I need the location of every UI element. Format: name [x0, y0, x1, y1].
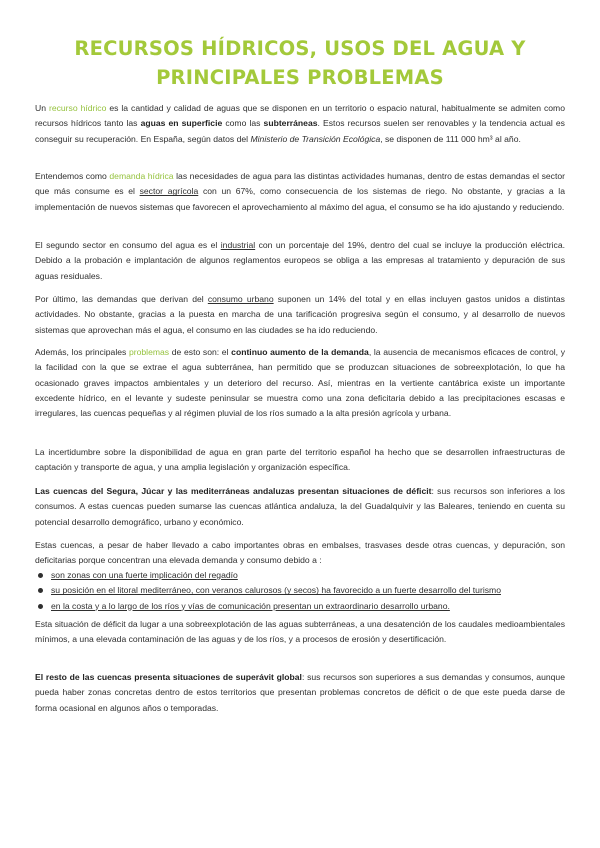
- list-item: en la costa y a lo largo de los ríos y vías de comunicación presentan un extraordinario desarrollo urbano.: [35, 599, 565, 614]
- paragraph-recurso-hidrico: Un recurso hídrico es la cantidad y calidad de aguas que se disponen en un territorio o espacio natural, habitualmente se admiten como recursos hídricos tanto las aguas en superficie como las subterráneas. Estos recursos suelen ser renovables y la tendencia actual es conseguir su recuperación. En España, según datos del Ministerio de Transición Ecológica, se disponen de 111 000 hm³ al año.: [35, 103, 565, 144]
- paragraph-cuencas-deficit: Las cuencas del Segura, Júcar y las mediterráneas andaluzas presentan situaciones de déficit: sus recursos son inferiores a los consumos. A estas cuencas pueden sumarse las cuencas atlántica andaluza, la del Guadalquivir y las Baleares, teniendo en cuenta su potencial desarrollo demográfico, urbano y económico.: [35, 486, 565, 527]
- paragraph-cuencas-superavit: El resto de las cuencas presenta situaciones de superávit global: sus recursos son superiores a sus demandas y consumos, aunque pueda haber zonas concretas dentro de estos territorios que presentan problemas concretos de déficit o de que este pueda darse de forma ocasional en algunos años o temporadas.: [35, 672, 565, 713]
- list-item: su posición en el litoral mediterráneo, con veranos calurosos (y secos) ha favorecido a un fuerte desarrollo del turismo: [35, 583, 565, 598]
- list-item: son zonas con una fuerte implicación del regadío: [35, 568, 565, 583]
- bullet-icon: [38, 588, 43, 593]
- paragraph-sector-industrial: El segundo sector en consumo del agua es el industrial con un porcentaje del 19%, dentro del cual se incluye la producción eléctrica. Debido a la probación e implantación de algunos reglamentos europeos se obliga a las empresas al tratamiento y depuración de sus aguas residuales.: [35, 240, 565, 281]
- bullet-icon: [38, 604, 43, 609]
- paragraph-incertidumbre: La incertidumbre sobre la disponibilidad de agua en gran parte del territorio español ha hecho que se desarrollen infraestructuras de captación y transporte de agua, y una amplia legislación y organización específica.: [35, 447, 565, 473]
- term-recurso-hidrico: recurso hídrico: [48, 103, 107, 113]
- paragraph-consumo-urbano: Por último, las demandas que derivan del consumo urbano suponen un 14% del total y en ellas incluyen gastos unidos a distintas actividades. No obstante, gracias a la puesta en marcha de una tarificación progresiva según el consumo, y al desarrollo de nuevos sistemas que aprovechan más el agua, el consumo en las ciudades se ha ido reduciendo.: [35, 294, 565, 335]
- bullet-icon: [38, 573, 43, 578]
- term-demanda-hidrica: demanda hídrica: [109, 171, 174, 181]
- term-problemas: problemas: [128, 347, 170, 357]
- paragraph-obras-cuencas: Estas cuencas, a pesar de haber llevado a cabo importantes obras en embalses, trasvases desde otras cuencas, y depuración, son deficitarias porque concentran una elevada demanda y consumo debido a :: [35, 540, 565, 566]
- page-title-line-1: RECURSOS HÍDRICOS, USOS DEL AGUA Y: [74, 37, 526, 60]
- paragraph-demanda-hidrica: Entendemos como demanda hídrica las necesidades de agua para las distintas actividades humanas, dentro de estas demandas el sector que más consume es el sector agrícola con un 67%, como consecuencia de los sistemas de riego. No obstante, y gracias a la implementación de nuevos sistemas que favorecen el aprovechamiento al máximo del agua, el consumo se ha ido ajustando y reduciendo.: [35, 171, 565, 212]
- causes-list: [35, 568, 565, 614]
- paragraph-problemas: Además, los principales problemas de esto son: el continuo aumento de la demanda, la ausencia de mecanismos eficaces de control, y la facilidad con la que se extrae el agua subterránea, han permitido que se produzcan situaciones de sobreexplotación, lo que ha ocasionado graves impactos ambientales y un deterioro del recurso. Así, mientras en la vertiente cantábrica existe un importante excedente hídrico, en el levante y sudeste peninsular se muestra como una zona deficitaria debido a las precipitaciones escasas e irregulares, las cuencas pequeñas y al régimen pluvial de los ríos sumado a la alta presión agrícola y urbana.: [35, 347, 565, 419]
- paragraph-sobreexplotacion: Esta situación de déficit da lugar a una sobreexplotación de las aguas subterráneas, a una desatención de los caudales medioambientales mínimos, a una elevada contaminación de las aguas y de los ríos, y a procesos de erosión y desertificación.: [35, 619, 565, 645]
- page-title-line-2: PRINCIPALES PROBLEMAS: [156, 66, 444, 89]
